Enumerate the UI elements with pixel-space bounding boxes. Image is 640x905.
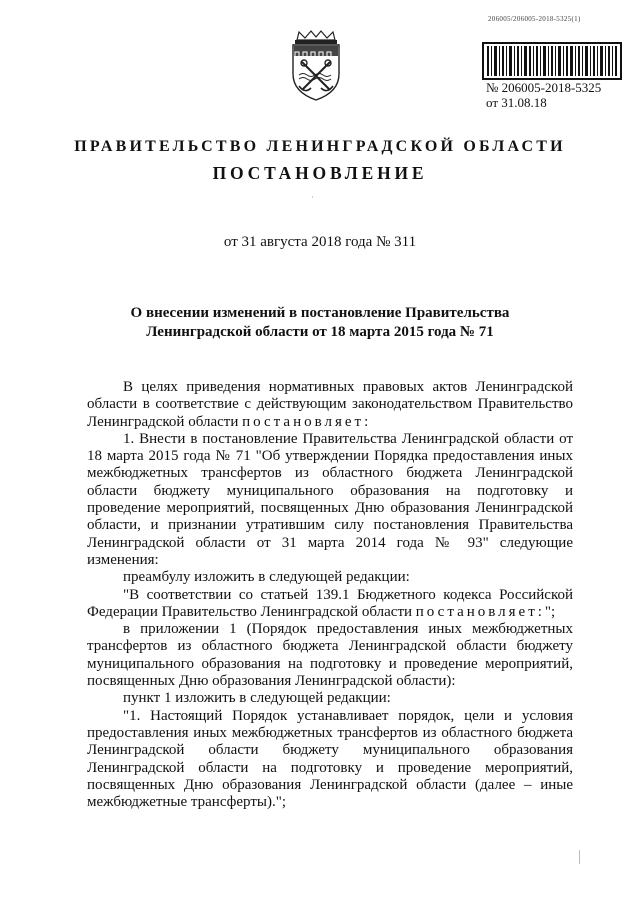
organization-title: ПРАВИТЕЛЬСТВО ЛЕНИНГРАДСКОЙ ОБЛАСТИ	[74, 138, 566, 155]
coat-of-arms-emblem	[285, 30, 347, 102]
document-subject	[0, 304, 640, 342]
barcode-image	[482, 42, 622, 80]
paragraph-point-instruction: пункт 1 изложить в следующей редакции:	[123, 690, 391, 707]
paragraph-point-1-quote: "1. Настоящий Порядок устанавливает порядок, цели и условия предоставления иных межбюджетных трансфертов из областного бюджета Ленинградской области бюджету муниципального образования Ленинградской области на подготовку и проведение мероприятий, посвященных Дню образования Ленинградской области (далее – иные межбюджетные трансферты).";	[87, 707, 573, 811]
resolves-word: постановляет:	[415, 603, 545, 620]
paragraph-text: В целях приведения нормативных правовых актов Ленинградской области в соответствие с действующим законодательством Правительство Ленинградской области	[87, 379, 573, 430]
document-stamp-number: 206005/206005-2018-5325(1)	[488, 15, 581, 23]
paragraph-preamble-quote	[87, 587, 573, 622]
resolves-word: постановляет:	[242, 413, 372, 430]
scan-margin-mark	[579, 850, 580, 864]
subject-line-1: О внесении изменений в постановление Правительства	[130, 305, 510, 321]
document-type-title: ПОСТАНОВЛЕНИЕ	[212, 163, 428, 183]
registration-number: № 206005-2018-5325	[486, 80, 602, 95]
paragraph-appendix: в приложении 1 (Порядок предоставления иных межбюджетных трансфертов из областного бюджета Ленинградской области бюджету муниципального образования на подготовку и проведение мероприятий, посвященных Дню образования Ленинградской области):	[87, 621, 573, 690]
document-date: от 31 августа 2018 года № 311	[223, 234, 417, 250]
document-body	[87, 379, 573, 811]
registration-date: от 31.08.18	[486, 95, 547, 110]
registration-info	[486, 80, 601, 110]
paragraph-preamble-instruction: преамбулу изложить в следующей редакции:	[123, 569, 410, 586]
paragraph-text: "В соответствии со статьей 139.1 Бюджетного кодекса Российской Федерации Правительство Ленинградской области	[87, 586, 573, 620]
subject-line-2: Ленинградской области от 18 марта 2015 года № 71	[146, 324, 494, 340]
paragraph-preamble	[87, 379, 573, 431]
scan-speck: ·	[311, 193, 314, 202]
quote-end: ";	[544, 603, 556, 620]
paragraph-item-1: 1. Внести в постановление Правительства Ленинградской области от 18 марта 2015 года № 71 "Об утверждении Порядка предоставления иных межбюджетных трансфертов из областного бюджета Ленинградской области бюджету муниципального образования на подготовку и проведение мероприятий, посвященных Дню образования Ленинградской области, и признании утратившим силу постановления Правительства Ленинградской области от 31 марта 2014 года № 93" следующие изменения:	[87, 430, 573, 568]
